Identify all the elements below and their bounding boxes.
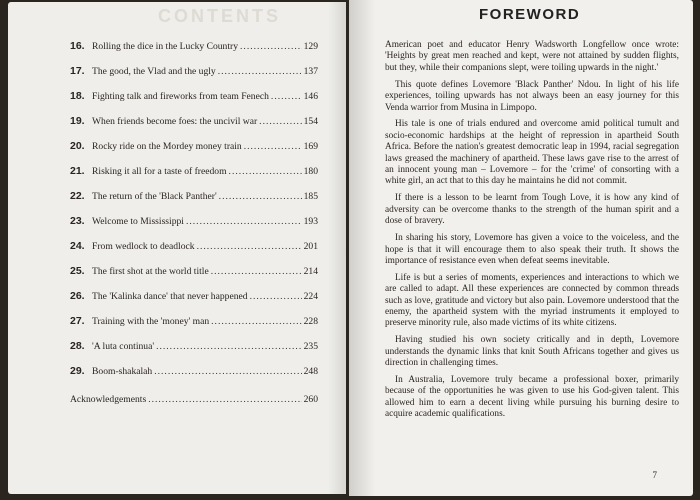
chapter-number: 17. xyxy=(70,65,85,77)
dot-leader xyxy=(219,191,302,202)
toc-entry xyxy=(70,90,318,115)
contents-page xyxy=(8,2,346,494)
chapter-title: 'A luta continua' xyxy=(92,341,155,352)
toc-entry xyxy=(70,65,318,90)
page-number: 7 xyxy=(652,470,657,480)
chapter-number: 18. xyxy=(70,90,85,102)
foreword-paragraph: Having studied his own society critically and in depth, Lovemore understands the dynamic links that knit South Africans together and gives us direction in challenging times. xyxy=(385,335,679,369)
dot-leader xyxy=(259,116,301,127)
table-of-contents xyxy=(70,40,318,419)
foreword-paragraph: In sharing his story, Lovemore has given a voice to the voiceless, and the hope is that it will encourage them to also speak their truth. It shows the importance of resistance even when defeat seems inevitable. xyxy=(385,233,679,266)
toc-entry xyxy=(70,140,318,165)
foreword-paragraph: Life is but a series of moments, experiences and interactions to which we are called to adapt. All these experiences are connected by common threads such as love, gratitude and victory but also pain. Lovemore understood that the enemy, the apartheid system with the myriad instruments it employed to preserve minority rule, also made victims of its white citizens. xyxy=(385,272,679,329)
chapter-page: 137 xyxy=(303,66,318,77)
chapter-title: Boom-shakalah xyxy=(92,366,153,377)
foreword-body xyxy=(385,40,679,426)
chapter-title: Welcome to Mississippi xyxy=(92,216,184,227)
dot-leader xyxy=(244,141,302,152)
chapter-page: 185 xyxy=(303,191,318,202)
dot-leader xyxy=(156,341,302,352)
chapter-page: 260 xyxy=(303,394,318,405)
chapter-number: 21. xyxy=(70,165,85,177)
foreword-paragraph: This quote defines Lovemore 'Black Panther' Ndou. In light of his life experiences, toiling upwards has not always been an easy journey for this Venda warrior from Musina in Limpopo. xyxy=(385,79,679,113)
toc-entry xyxy=(70,315,318,340)
chapter-number: 25. xyxy=(70,265,85,277)
page-title: FOREWORD xyxy=(479,6,581,23)
chapter-page: 201 xyxy=(303,241,318,252)
dot-leader xyxy=(271,91,302,102)
dot-leader xyxy=(197,241,302,252)
gutter-shadow xyxy=(328,2,346,494)
contents-header-showthrough: CONTENTS xyxy=(158,6,281,26)
chapter-page: 235 xyxy=(303,341,318,352)
dot-leader xyxy=(186,216,302,227)
chapter-number: 24. xyxy=(70,240,85,252)
toc-entry xyxy=(70,265,318,290)
toc-entry xyxy=(70,165,318,190)
dot-leader xyxy=(211,316,301,327)
foreword-paragraph: His tale is one of trials endured and overcome amid political tumult and socio-economic hardships at the height of repression in apartheid South Africa. Before the nation's greatest democratic leap in 1994, racial segregation laws greased the machinery of apartheid. These laws gave rise to the arrest of an innocent young man – Lovemore – for the 'crime' of consorting with a white girl, an act that to this day he maintains he did not commit. xyxy=(385,119,679,187)
chapter-number: 29. xyxy=(70,365,85,377)
chapter-title: Rolling the dice in the Lucky Country xyxy=(92,41,239,52)
chapter-number: 28. xyxy=(70,340,85,352)
toc-entry xyxy=(70,240,318,265)
toc-entry xyxy=(70,365,318,390)
toc-entry xyxy=(70,190,318,215)
chapter-page: 224 xyxy=(303,291,318,302)
toc-entry xyxy=(70,115,318,140)
chapter-number: 22. xyxy=(70,190,85,202)
chapter-title: From wedlock to deadlock xyxy=(92,241,195,252)
chapter-page: 228 xyxy=(303,316,318,327)
chapter-title: Fighting talk and fireworks from team Fenech xyxy=(92,91,269,102)
dot-leader xyxy=(250,291,302,302)
toc-entry xyxy=(70,215,318,240)
chapter-title: Acknowledgements xyxy=(70,394,147,405)
chapter-title: The good, the Vlad and the ugly xyxy=(92,66,216,77)
chapter-page: 248 xyxy=(303,366,318,377)
foreword-paragraph: American poet and educator Henry Wadsworth Longfellow once wrote: 'Heights by great men reached and kept, were not attained by sudden flights, but they, while their companions slept, were toiling upwards in the night.' xyxy=(385,40,679,73)
dot-leader xyxy=(154,366,301,377)
gutter-shadow xyxy=(349,0,375,496)
chapter-number: 26. xyxy=(70,290,85,302)
toc-entry xyxy=(70,40,318,65)
foreword-paragraph: If there is a lesson to be learnt from Tough Love, it is how any kind of adversity can be overcome thanks to the strength of the human spirit and a dose of bravery. xyxy=(385,193,679,227)
foreword-page xyxy=(349,0,693,496)
chapter-page: 180 xyxy=(303,166,318,177)
chapter-number: 23. xyxy=(70,215,85,227)
toc-entry-acknowledgements xyxy=(70,394,318,419)
chapter-page: 214 xyxy=(303,266,318,277)
chapter-title: The first shot at the world title xyxy=(92,266,209,277)
dot-leader xyxy=(229,166,302,177)
toc-entry xyxy=(70,340,318,365)
dot-leader xyxy=(148,394,301,405)
chapter-title: When friends become foes: the uncivil war xyxy=(92,116,258,127)
chapter-number: 16. xyxy=(70,40,85,52)
chapter-title: Rocky ride on the Mordey money train xyxy=(92,141,242,152)
chapter-number: 19. xyxy=(70,115,85,127)
foreword-paragraph: In Australia, Lovemore truly became a professional boxer, primarily because of the opportunities he was given to use his God-given talent. This allowed him to earn a decent living while pursuing his burning desire to acquire academic qualifications. xyxy=(385,375,679,420)
chapter-title: The return of the 'Black Panther' xyxy=(92,191,217,202)
toc-entry xyxy=(70,290,318,315)
chapter-title: The 'Kalinka dance' that never happened xyxy=(92,291,248,302)
chapter-number: 27. xyxy=(70,315,85,327)
chapter-number: 20. xyxy=(70,140,85,152)
chapter-title: Risking it all for a taste of freedom xyxy=(92,166,227,177)
chapter-page: 146 xyxy=(303,91,318,102)
dot-leader xyxy=(218,66,302,77)
dot-leader xyxy=(211,266,302,277)
dot-leader xyxy=(240,41,302,52)
chapter-page: 154 xyxy=(303,116,318,127)
chapter-page: 129 xyxy=(303,41,318,52)
chapter-page: 169 xyxy=(303,141,318,152)
chapter-page: 193 xyxy=(303,216,318,227)
chapter-title: Training with the 'money' man xyxy=(92,316,210,327)
